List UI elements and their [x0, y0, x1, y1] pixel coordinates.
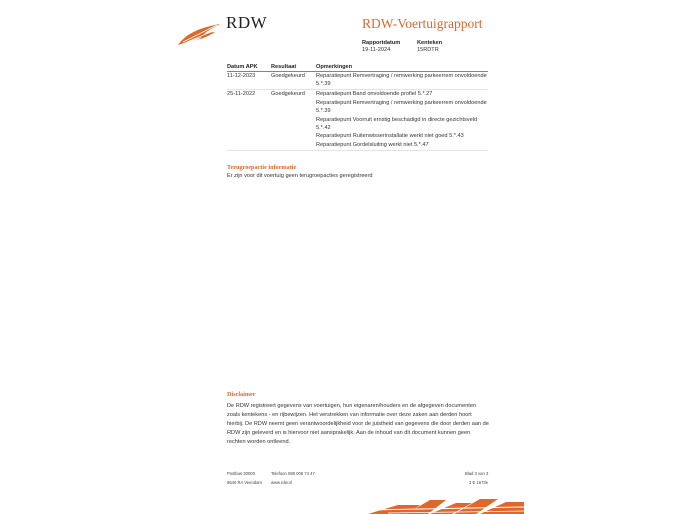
report-date-label: Rapportdatum: [362, 40, 401, 46]
column-header-date: Datum APK: [227, 64, 258, 70]
recall-title: Terugroepactie informatie: [227, 164, 297, 171]
table-bottom-divider: [227, 150, 488, 151]
column-header-result: Resultaat: [271, 64, 297, 70]
brand-name: RDW: [226, 13, 268, 32]
rdw-logo-icon: [177, 22, 221, 46]
footer-page-number: Blad 3 van 3: [465, 471, 489, 476]
footer-phone: Telefoon 088 008 74 47: [271, 471, 315, 476]
plate-value: 15RDTR: [417, 47, 439, 53]
row-1-remark-1: Reparatiepunt Remvertraging / remwerking parkeerrem onvoldoende 5.*.39: [316, 73, 487, 88]
disclaimer-text: De RDW registreert gegevens van voertuigen, hun eigenaren/houders en de afgegeven documenten zoals kentekens - en rijbewijzen. Het verstrekken van informatie over deze zaken aan derden hoort hierbij. De RDW neemt geen verantwoordelijkheid voor de juistheid van gegevens die door derden aan de RDW zijn geleverd en is hiervoor niet aansprakelijk. Aan de inhoud van dit document kunnen geen rechten worden ontleend.: [227, 403, 489, 445]
row-1-result: Goedgekeurd: [271, 73, 305, 79]
footer-document-code: 3 E 1673e: [469, 480, 489, 485]
column-header-remarks: Opmerkingen: [316, 64, 353, 70]
recall-text: Er zijn voor dit voertuig geen terugroepacties geregistreerd: [227, 173, 373, 179]
document-title: RDW-Voertuigrapport: [362, 16, 483, 31]
row-2-result: Goedgekeurd: [271, 91, 305, 97]
footer-website[interactable]: www.rdw.nl: [271, 480, 292, 485]
row-2-date: 25-11-2022: [227, 91, 256, 97]
report-date-value: 19-11-2024: [362, 47, 391, 53]
disclaimer-title: Disclaimer: [227, 391, 256, 398]
rdw-stripes-graphic: [368, 498, 524, 514]
footer-address-line-1: Postbus 30000: [227, 471, 255, 476]
row-2-remark-5: Reparatiepunt Gordelsluiting werkt niet 5.*.47: [316, 141, 429, 148]
row-2-remark-2: Reparatiepunt Remvertraging / remwerking parkeerrem onvoldoende 5.*.39: [316, 99, 487, 114]
plate-label: Kenteken: [417, 40, 443, 46]
row-2-remark-4: Reparatiepunt Ruitenwisserinstallatie werkt niet goed 5.*.43: [316, 133, 464, 139]
footer-address-line-2: 9640 RA Veendam: [227, 480, 262, 485]
row-1-date: 11-12-2023: [227, 73, 256, 79]
row-2-remark-3: Reparatiepunt Voorruit ernstig beschadigd in directe gezichtsveld 5.*.42: [316, 116, 478, 131]
row-2-remark-1: Reparatiepunt Band onvoldoende profiel 5.*.27: [316, 91, 433, 97]
